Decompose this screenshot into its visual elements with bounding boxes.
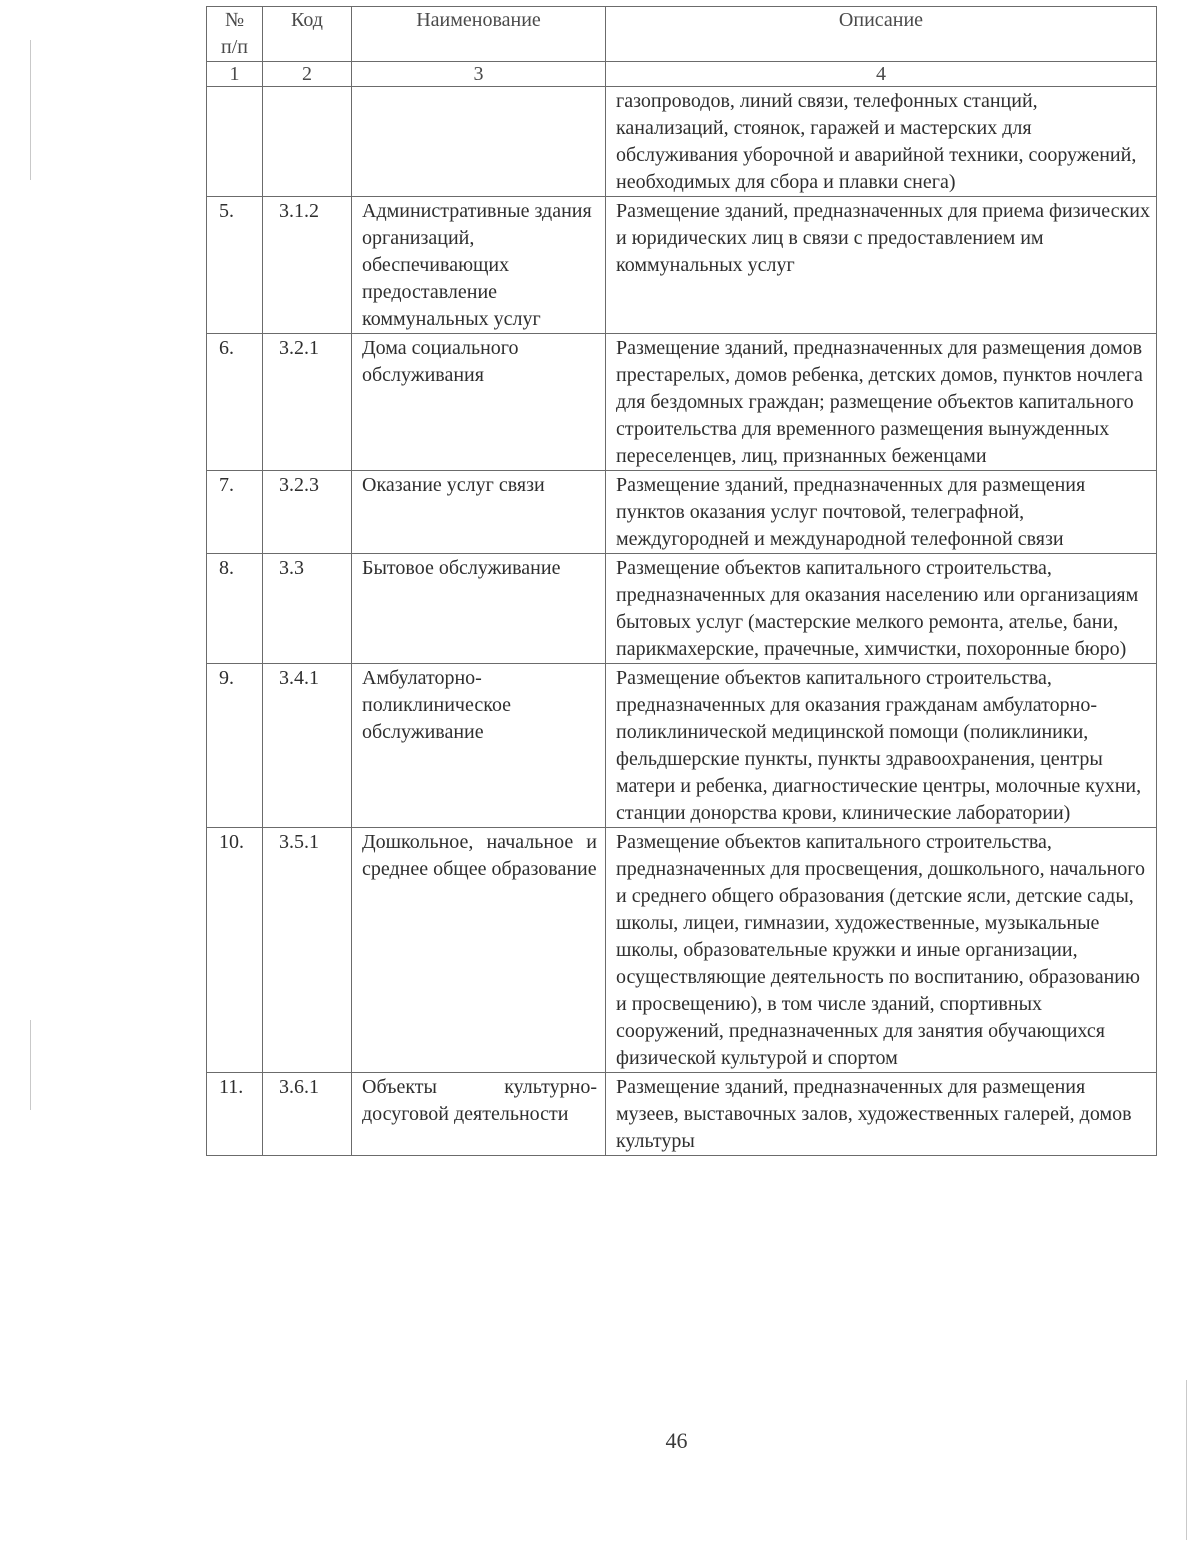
column-number-3: 3	[352, 62, 606, 87]
row-name: Оказание услуг связи	[352, 471, 606, 554]
row-number: 10.	[207, 828, 263, 1073]
table-row	[207, 197, 1157, 334]
row-description: Размещение объектов капитального строительства, предназначенных для просвещения, дошкольного, начального и среднего общего образования (детские ясли, детские сады, школы, лицеи, гимназии, художественные, музыкальные школы, образовательные кружки и иные организации, осуществляющие деятельность по воспитанию, образованию и просвещению), в том числе зданий, спортивных сооружений, предназначенных для занятия обучающихся физической культурой и спортом	[606, 828, 1157, 1073]
row-name: Бытовое обслуживание	[352, 554, 606, 664]
row-number: 9.	[207, 664, 263, 828]
header-code: Код	[263, 7, 352, 62]
row-description: Размещение объектов капитального строительства, предназначенных для оказания населению или организациям бытовых услуг (мастерские мелкого ремонта, ателье, бани, парикмахерские, прачечные, химчистки, похоронные бюро)	[606, 554, 1157, 664]
table-body	[207, 87, 1157, 1156]
table-row	[207, 1073, 1157, 1156]
table-row	[207, 334, 1157, 471]
row-number	[207, 87, 263, 197]
row-name: Дома социального обслуживания	[352, 334, 606, 471]
table-row	[207, 554, 1157, 664]
row-name: Административные здания организаций, обеспечивающих предоставление коммунальных услуг	[352, 197, 606, 334]
row-name: Дошкольное, начальное и среднее общее образование	[352, 828, 606, 1073]
column-number-1: 1	[207, 62, 263, 87]
row-code: 3.1.2	[263, 197, 352, 334]
row-number: 7.	[207, 471, 263, 554]
row-description: газопроводов, линий связи, телефонных станций, канализаций, стоянок, гаражей и мастерских для обслуживания уборочной и аварийной техники, сооружений, необходимых для сбора и плавки снега)	[606, 87, 1157, 197]
page-number: 46	[665, 1428, 688, 1453]
header-name: Наименование	[352, 7, 606, 62]
row-description: Размещение зданий, предназначенных для размещения пунктов оказания услуг почтовой, телеграфной, междугородней и международной телефонной связи	[606, 471, 1157, 554]
row-description: Размещение зданий, предназначенных для размещения музеев, выставочных залов, художественных галерей, домов культуры	[606, 1073, 1157, 1156]
row-code: 3.5.1	[263, 828, 352, 1073]
row-number: 5.	[207, 197, 263, 334]
column-number-row	[207, 62, 1157, 87]
row-code: 3.6.1	[263, 1073, 352, 1156]
row-code: 3.4.1	[263, 664, 352, 828]
row-code: 3.2.1	[263, 334, 352, 471]
scan-edge-mark-left-lower	[30, 1020, 31, 1110]
row-code: 3.2.3	[263, 471, 352, 554]
header-description: Описание	[606, 7, 1157, 62]
table-row	[207, 471, 1157, 554]
scan-edge-mark-left	[30, 40, 31, 180]
column-number-2: 2	[263, 62, 352, 87]
row-code	[263, 87, 352, 197]
row-code: 3.3	[263, 554, 352, 664]
row-name	[352, 87, 606, 197]
row-description: Размещение зданий, предназначенных для размещения домов престарелых, домов ребенка, детских домов, пунктов ночлега для бездомных граждан; размещение объектов капитального строительства для временного размещения вынужденных переселенцев, лиц, признанных беженцами	[606, 334, 1157, 471]
table-row	[207, 828, 1157, 1073]
table-header	[207, 7, 1157, 87]
header-row	[207, 7, 1157, 62]
row-name: Амбулаторно-поликлиническое обслуживание	[352, 664, 606, 828]
table-row	[207, 664, 1157, 828]
header-number: № п/п	[207, 7, 263, 62]
row-description: Размещение зданий, предназначенных для приема физических и юридических лиц в связи с предоставлением им коммунальных услуг	[606, 197, 1157, 334]
land-use-table	[206, 6, 1157, 1156]
row-number: 11.	[207, 1073, 263, 1156]
row-description: Размещение объектов капитального строительства, предназначенных для оказания гражданам амбулаторно-поликлинической медицинской помощи (поликлиники, фельдшерские пункты, пункты здравоохранения, центры матери и ребенка, диагностические центры, молочные кухни, станции донорства крови, клинические лаборатории)	[606, 664, 1157, 828]
table-row	[207, 87, 1157, 197]
row-name: Объекты культурно-досуговой деятельности	[352, 1073, 606, 1156]
row-number: 8.	[207, 554, 263, 664]
row-number: 6.	[207, 334, 263, 471]
column-number-4: 4	[606, 62, 1157, 87]
scan-edge-mark-right	[1186, 1380, 1187, 1540]
